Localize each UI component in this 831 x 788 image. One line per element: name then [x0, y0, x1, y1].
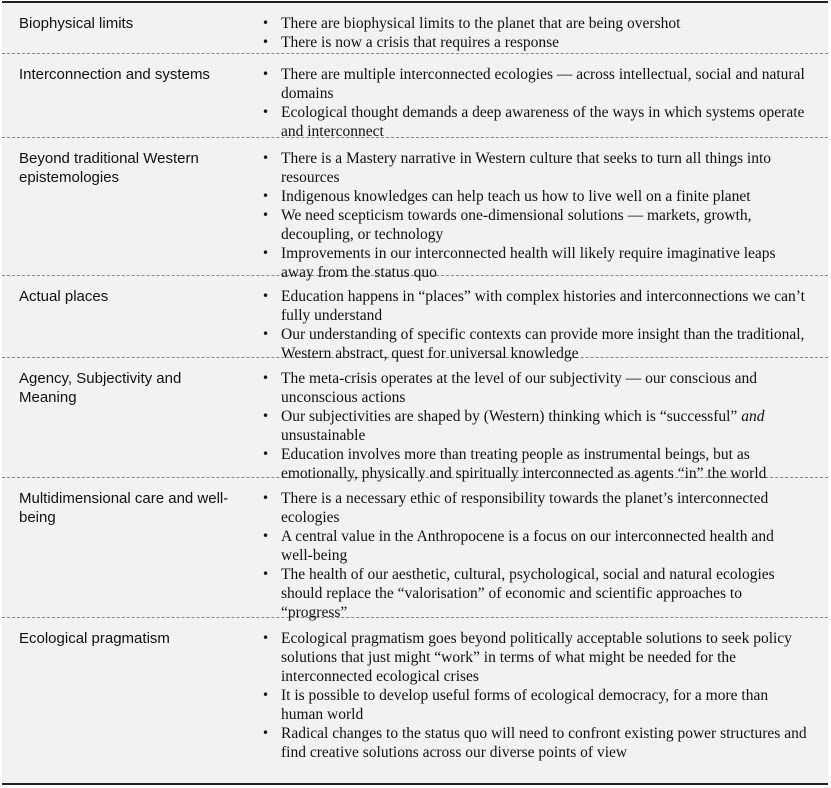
list-item-text: Our subjectivities are shaped by (Western) thinking which is “successful” — [281, 408, 742, 425]
bullet-list — [260, 14, 808, 52]
list-item: • The health of our aesthetic, cultural, psychological, social and natural ecologies should replace the “valorisation” of economic and scientific approaches to “progress” — [260, 565, 808, 622]
table-row — [2, 276, 828, 362]
table-row — [2, 138, 828, 281]
themes-table — [2, 1, 828, 785]
list-item: • There is now a crisis that requires a response — [260, 33, 808, 52]
theme-label: Multidimensional care and well-being — [19, 490, 229, 526]
theme-label: Biophysical limits — [19, 15, 134, 32]
emphasis-text: and — [741, 408, 765, 425]
list-item: • A central value in the Anthropocene is a focus on our interconnected health and well-being — [260, 527, 808, 565]
bullet-list — [260, 149, 808, 282]
table-row — [2, 358, 828, 482]
bullet-list — [260, 369, 808, 483]
list-item: • It is possible to develop useful forms of ecological democracy, for a more than human world — [260, 686, 808, 724]
list-item: • The meta-crisis operates at the level of our subjectivity — our conscious and unconscious actions — [260, 369, 808, 407]
bullet-list — [260, 287, 808, 363]
list-item: • There is a necessary ethic of responsibility towards the planet’s interconnected ecologies — [260, 489, 808, 527]
list-item: • Ecological pragmatism goes beyond politically acceptable solutions to seek policy solutions that just might “work” in terms of what might be needed for the interconnected ecological crises — [260, 629, 808, 686]
list-item: • There are biophysical limits to the planet that are being overshot — [260, 14, 808, 33]
list-item: • Education happens in “places” with complex histories and interconnections we can’t fully understand — [260, 287, 808, 325]
list-item: • Ecological thought demands a deep awareness of the ways in which systems operate and interconnect — [260, 103, 808, 141]
theme-label: Actual places — [19, 288, 109, 305]
theme-label: Ecological pragmatism — [19, 630, 170, 647]
table-row — [2, 618, 828, 783]
list-item — [260, 407, 808, 445]
list-item: • We need scepticism towards one-dimensional solutions — markets, growth, decoupling, or technology — [260, 206, 808, 244]
list-item-text: unsustainable — [281, 427, 366, 444]
list-item: • Our understanding of specific contexts can provide more insight than the traditional, Western abstract, quest for universal knowledge — [260, 325, 808, 363]
table-row — [2, 478, 828, 621]
list-item: • Education involves more than treating people as instrumental beings, but as emotionally, physically and spiritually interconnected as agents “in” the world — [260, 445, 808, 483]
list-item: • Radical changes to the status quo will need to confront existing power structures and find creative solutions across our diverse points of view — [260, 724, 808, 762]
list-item: • Improvements in our interconnected health will likely require imaginative leaps away from the status quo — [260, 244, 808, 282]
theme-label: Interconnection and systems — [19, 66, 210, 83]
bullet-list — [260, 629, 808, 762]
list-item: • There is a Mastery narrative in Western culture that seeks to turn all things into resources — [260, 149, 808, 187]
theme-label: Beyond traditional Western epistemologies — [19, 150, 199, 186]
table-row — [2, 3, 828, 54]
bullet-list — [260, 489, 808, 622]
list-item: • Indigenous knowledges can help teach us how to live well on a finite planet — [260, 187, 808, 206]
list-item: • There are multiple interconnected ecologies — across intellectual, social and natural domains — [260, 65, 808, 103]
theme-label: Agency, Subjectivity and Meaning — [19, 370, 182, 406]
table-row — [2, 54, 828, 138]
bullet-list — [260, 65, 808, 141]
